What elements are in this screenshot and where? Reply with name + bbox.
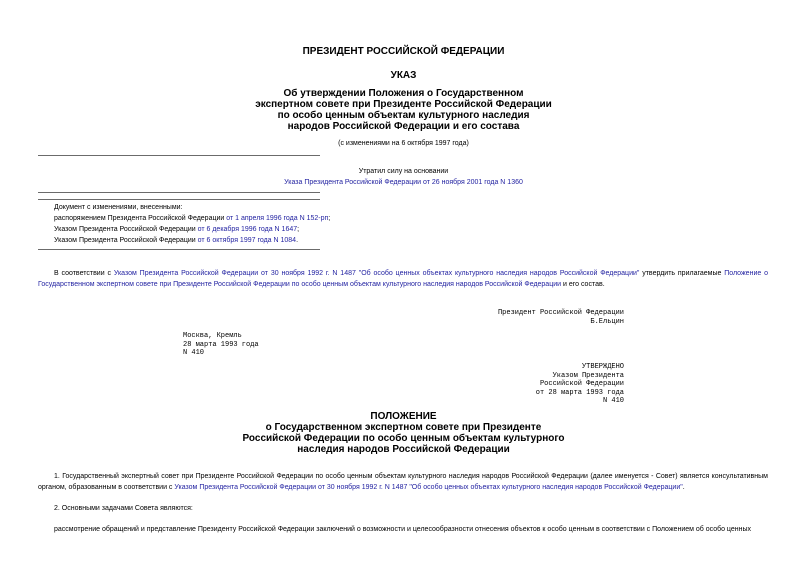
change-item-suffix: ; [297, 226, 300, 233]
decree-subject [0, 88, 807, 132]
change-item-link[interactable]: от 6 декабря 1996 года N 1647 [197, 226, 298, 233]
decree-text: утвердить прилагаемые [639, 270, 725, 277]
change-item-prefix: Указом Президента Российской Федерации [54, 226, 198, 233]
place-date-line: N 410 [183, 349, 205, 357]
decree-text: В соответствии с [54, 270, 114, 277]
approval-line: Указом Президента [552, 371, 624, 380]
regulation-subtitle [0, 422, 807, 455]
change-item-link[interactable]: от 6 октября 1997 года N 1084 [197, 237, 297, 244]
decree-text: и его состав. [561, 281, 605, 288]
place-date-line: 28 марта 1993 года [183, 340, 259, 349]
subject-line: народов Российской Федерации и его состава [287, 121, 520, 132]
approval-line: N 410 [602, 397, 624, 405]
regulation-subtitle-line: о Государственном экспертном совете при Президенте [265, 422, 542, 433]
change-item-prefix: распоряжением Президента Российской Федерации [54, 215, 227, 222]
item-text: 1. Государственный экспертный совет при Президенте Российской Федерации по особо ценным объектам культурного наследия народов Российской Федерации (далее именуется - Совет) является консультативным органом, образованным в соответствии с [38, 473, 768, 491]
regulation-subtitle-line: наследия народов Российской Федерации [297, 444, 510, 455]
signature-line: Президент Российской Федерации [497, 309, 624, 317]
signature [498, 309, 624, 326]
issuer-title: ПРЕЗИДЕНТ РОССИЙСКОЙ ФЕДЕРАЦИИ [302, 46, 505, 57]
change-item-link[interactable]: от 1 апреля 1996 года N 152-рп [226, 215, 329, 222]
item-link[interactable]: Указом Президента Российской Федерации от 30 ноября 1992 г. N 1487 "Об особо ценных объектах культурного наследия народов Российской Федерации" [174, 484, 683, 491]
approval-line: от 28 марта 1993 года [535, 388, 624, 397]
change-item-suffix: ; [328, 215, 331, 222]
divider [38, 199, 320, 200]
decree-paragraph [38, 268, 768, 290]
decree-link[interactable]: Указом Президента Российской Федерации от 30 ноября 1992 г. N 1487 "Об особо ценных объектах культурного наследия народов Российской Федерации" [113, 270, 640, 277]
change-item-suffix: . [296, 237, 299, 244]
lost-force-text: Утратил силу на основании [358, 168, 449, 175]
regulation-task: рассмотрение обращений и представление Президенту Российской Федерации заключений о возможности и целесообразности отнесения объектов к особо ценным в соответствии с Положением об особо ценных [54, 526, 752, 533]
changes-heading: Документ с изменениями, внесенными: [54, 204, 183, 211]
regulation-subtitle-line: Российской Федерации по особо ценным объектам культурного [242, 433, 565, 444]
amendment-note: (с изменениями на 6 октября 1997 года) [338, 140, 469, 147]
approval-line: Российской Федерации [539, 380, 624, 388]
regulation-item-1 [38, 471, 768, 493]
regulation-link[interactable]: Положение о Государственном экспертном совете при Президенте Российской Федерации по особо ценным объектам культурного наследия народов Российской Федерации [38, 270, 768, 288]
divider [38, 155, 320, 156]
lost-force-link[interactable]: Указа Президента Российской Федерации от 26 ноября 2001 года N 1360 [284, 179, 523, 186]
doc-type: УКАЗ [390, 70, 417, 81]
approval-stamp [536, 363, 624, 406]
item-text: . [682, 484, 685, 491]
signature-line: Б.Ельцин [590, 317, 624, 326]
regulation-title: ПОЛОЖЕНИЕ [370, 411, 437, 422]
place-date [183, 332, 259, 358]
divider [38, 249, 320, 250]
place-date-line: Москва, Кремль [183, 332, 242, 340]
change-item-prefix: Указом Президента Российской Федерации [54, 237, 198, 244]
approval-line: УТВЕРЖДЕНО [581, 363, 624, 371]
regulation-item-2: 2. Основными задачами Совета являются: [54, 505, 193, 512]
subject-line: по особо ценным объектам культурного наследия [277, 110, 530, 121]
divider [38, 192, 320, 193]
subject-line: Об утверждении Положения о Государственном [283, 88, 524, 99]
change-item [54, 214, 330, 223]
subject-line: экспертном совете при Президенте Российской Федерации [255, 99, 552, 110]
change-item [54, 236, 298, 245]
change-item [54, 225, 299, 234]
